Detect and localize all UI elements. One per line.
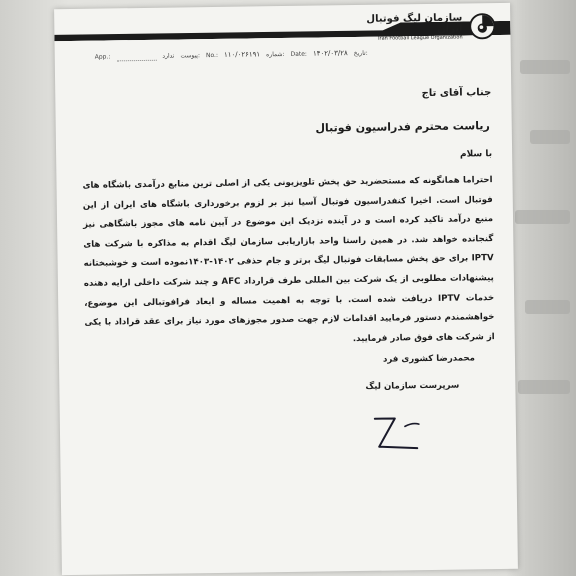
org-name-fa: سازمان لیگ فوتبال ایران: [366, 12, 463, 35]
org-name-en: Iran Football League Organization: [378, 34, 463, 42]
letter-meta-row: [95, 44, 395, 64]
signatory-role: سرپرست سازمان لیگ: [365, 380, 460, 392]
number-label-en: No.:: [205, 51, 219, 59]
salutation: جناب آقای تاج: [421, 87, 492, 100]
letter-number: ۱۱۰/۰۲۶۱۹۱: [223, 50, 261, 59]
handwritten-signature: [365, 412, 436, 455]
attachment-label-fa: پیوست:: [180, 51, 201, 59]
attachment-line: [116, 51, 156, 61]
letter-paper: [54, 3, 518, 575]
org-logo: [346, 7, 497, 47]
greeting: با سلام: [459, 149, 493, 160]
date-label-fa: تاریخ:: [353, 49, 368, 57]
signatory-name: محمدرضا کشوری فرد: [382, 353, 476, 365]
letter-date: ۱۴۰۲/۰۳/۲۸: [312, 49, 348, 58]
attachment-suffix: ندارد: [162, 52, 175, 60]
number-label-fa: شماره:: [266, 50, 285, 58]
letter-body: احتراما همانگونه که مستحضرید حق پخش تلویزیونی یکی از اصلی ترین منابع درآمدی باشگاه های فوتبال است. اخیرا کنفدراسیون فوتبال آسیا نیز بر لزوم برخورداری باشگاه های ایران از این منبع درآمد تاکید کرده است و در آینده نزدیک این موضوع در آیین نامه های مجوز باشگاهی نیز گنجانده خواهد شد. در همین راستا واحد بازاریابی سازمان لیگ اقدام به مذاکره با شرکت های IPTV برای حق پخش مسابقات فوتبال لیگ برتر و جام حذفی ۱۴۰۲-۱۴۰۳نموده است و خوشبختانه پیشنهادات مطلوبی از یک شرکت بین المللی طرف قرارداد AFC و چند شرکت داخلی ارایه دهنده خدمات IPTV دریافت شده است. با توجه به اهمیت مساله و ابعاد فرافوتبالی این موضوع، خواهشمندم دستور فرمایید اقدامات لازم جهت صدور مجوزهای مورد نیاز برای عقد قراداد با یکی از شرکت های فوق صادر فرمایید.: [82, 175, 495, 344]
football-league-icon: [468, 11, 496, 41]
recipient-title: ریاست محترم فدراسیون فوتبال: [315, 119, 490, 135]
date-label-en: Date:: [290, 50, 307, 58]
attachment-label-en: App.:: [94, 52, 111, 61]
